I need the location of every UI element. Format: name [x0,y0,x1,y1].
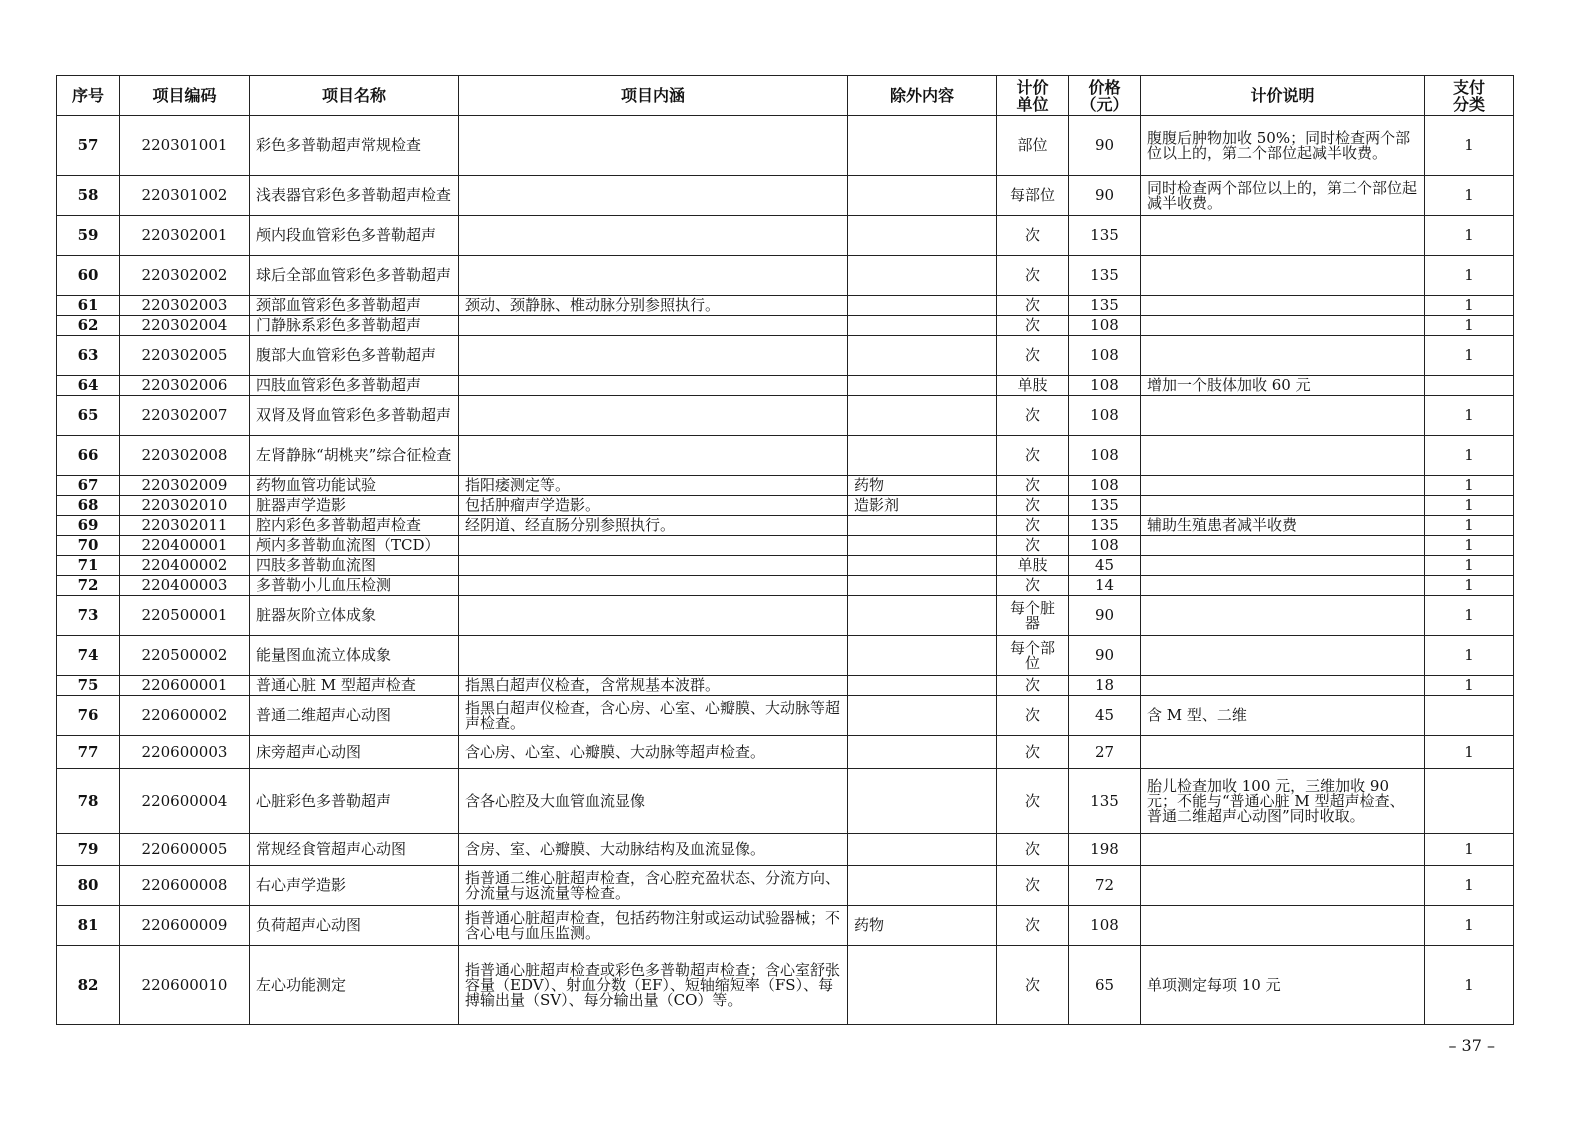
row-pay: 1 [1425,436,1514,476]
row-code: 220302010 [120,496,250,516]
table-row [57,436,1514,476]
row-unit: 次 [997,396,1069,436]
row-price: 27 [1069,736,1141,769]
row-unit: 每个脏器 [997,596,1069,636]
row-name: 脏器灰阶立体成象 [250,596,459,636]
table-row [57,516,1514,536]
header-seq: 序号 [57,76,120,116]
row-code: 220600009 [120,906,250,946]
row-content: 颈动、颈静脉、椎动脉分别参照执行。 [459,296,848,316]
row-content [459,216,848,256]
row-notes [1141,536,1425,556]
row-price: 90 [1069,636,1141,676]
row-pay: 1 [1425,116,1514,176]
row-unit: 次 [997,516,1069,536]
row-notes [1141,596,1425,636]
row-name: 多普勒小儿血压检测 [250,576,459,596]
row-content: 指普通心脏超声检查或彩色多普勒超声检查；含心室舒张容量（EDV）、射血分数（EF）、短轴缩短率（FS）、每搏输出量（SV）、每分输出量（CO）等。 [459,946,848,1025]
row-notes [1141,216,1425,256]
row-code: 220302007 [120,396,250,436]
row-pay: 1 [1425,496,1514,516]
row-notes: 含 M 型、二维 [1141,696,1425,736]
table-row [57,376,1514,396]
row-unit: 次 [997,696,1069,736]
table-row [57,116,1514,176]
row-number: 60 [57,256,120,296]
row-number: 72 [57,576,120,596]
row-price: 90 [1069,176,1141,216]
row-number: 80 [57,866,120,906]
row-code: 220302004 [120,316,250,336]
row-content [459,596,848,636]
row-name: 常规经食管超声心动图 [250,834,459,866]
row-content [459,316,848,336]
row-pay: 1 [1425,834,1514,866]
row-price: 45 [1069,696,1141,736]
row-code: 220400003 [120,576,250,596]
table-row [57,946,1514,1025]
row-notes [1141,296,1425,316]
row-notes: 同时检查两个部位以上的，第二个部位起减半收费。 [1141,176,1425,216]
row-content: 包括肿瘤声学造影。 [459,496,848,516]
row-number: 70 [57,536,120,556]
fee-table [56,75,1514,1025]
row-number: 64 [57,376,120,396]
row-content [459,396,848,436]
row-unit: 次 [997,576,1069,596]
row-number: 81 [57,906,120,946]
row-unit: 次 [997,676,1069,696]
header-row [57,76,1514,116]
row-unit: 次 [997,946,1069,1025]
row-notes [1141,834,1425,866]
header-name: 项目名称 [250,76,459,116]
table-row [57,576,1514,596]
row-pay: 1 [1425,676,1514,696]
row-excluded [848,866,997,906]
row-excluded [848,769,997,834]
row-unit: 次 [997,906,1069,946]
row-code: 220600002 [120,696,250,736]
table-row [57,216,1514,256]
row-unit: 每个部位 [997,636,1069,676]
row-excluded [848,176,997,216]
row-price: 135 [1069,496,1141,516]
row-price: 108 [1069,906,1141,946]
row-name: 能量图血流立体成象 [250,636,459,676]
row-price: 108 [1069,476,1141,496]
row-code: 220302009 [120,476,250,496]
row-content [459,256,848,296]
row-name: 普通心脏 M 型超声检查 [250,676,459,696]
table-row [57,636,1514,676]
row-excluded [848,536,997,556]
row-name: 左肾静脉“胡桃夹”综合征检查 [250,436,459,476]
row-excluded [848,216,997,256]
row-pay: 1 [1425,736,1514,769]
row-pay: 1 [1425,316,1514,336]
row-price: 135 [1069,516,1141,536]
row-unit: 次 [997,476,1069,496]
page-number: – 37 – [1448,1036,1495,1055]
row-price: 14 [1069,576,1141,596]
row-notes [1141,316,1425,336]
table-row [57,396,1514,436]
row-excluded [848,676,997,696]
row-price: 108 [1069,336,1141,376]
row-number: 66 [57,436,120,476]
row-name: 颅内多普勒血流图（TCD） [250,536,459,556]
row-content [459,436,848,476]
row-excluded [848,336,997,376]
row-number: 67 [57,476,120,496]
row-code: 220302003 [120,296,250,316]
row-content: 指黑白超声仪检查，含常规基本波群。 [459,676,848,696]
header-notes: 计价说明 [1141,76,1425,116]
row-excluded: 造影剂 [848,496,997,516]
row-name: 颅内段血管彩色多普勒超声 [250,216,459,256]
row-code: 220600001 [120,676,250,696]
row-excluded [848,296,997,316]
row-name: 四肢血管彩色多普勒超声 [250,376,459,396]
row-code: 220302002 [120,256,250,296]
row-code: 220600005 [120,834,250,866]
row-code: 220302011 [120,516,250,536]
row-code: 220302008 [120,436,250,476]
row-unit: 次 [997,216,1069,256]
row-code: 220600010 [120,946,250,1025]
row-notes: 腹腹后肿物加收 50%；同时检查两个部位以上的，第二个部位起减半收费。 [1141,116,1425,176]
row-content: 含房、室、心瓣膜、大动脉结构及血流显像。 [459,834,848,866]
row-price: 198 [1069,834,1141,866]
row-pay: 1 [1425,906,1514,946]
table-row [57,296,1514,316]
row-name: 四肢多普勒血流图 [250,556,459,576]
row-pay: 1 [1425,396,1514,436]
row-notes: 辅助生殖患者减半收费 [1141,516,1425,536]
row-content: 含心房、心室、心瓣膜、大动脉等超声检查。 [459,736,848,769]
row-content: 指普通二维心脏超声检查，含心腔充盈状态、分流方向、分流量与返流量等检查。 [459,866,848,906]
row-unit: 次 [997,336,1069,376]
table-row [57,536,1514,556]
row-number: 82 [57,946,120,1025]
row-pay: 1 [1425,216,1514,256]
row-excluded [848,556,997,576]
row-price: 135 [1069,296,1141,316]
row-notes [1141,336,1425,376]
row-pay: 1 [1425,296,1514,316]
row-notes [1141,576,1425,596]
row-excluded [848,516,997,536]
row-notes [1141,256,1425,296]
row-code: 220600008 [120,866,250,906]
row-name: 腹部大血管彩色多普勒超声 [250,336,459,376]
row-pay: 1 [1425,256,1514,296]
row-price: 18 [1069,676,1141,696]
row-code: 220500002 [120,636,250,676]
table-row [57,256,1514,296]
row-notes [1141,636,1425,676]
row-name: 门静脉系彩色多普勒超声 [250,316,459,336]
row-number: 75 [57,676,120,696]
table-row [57,906,1514,946]
row-name: 普通二维超声心动图 [250,696,459,736]
row-code: 220400002 [120,556,250,576]
row-name: 彩色多普勒超声常规检查 [250,116,459,176]
table-row [57,866,1514,906]
row-pay: 1 [1425,516,1514,536]
row-unit: 每部位 [997,176,1069,216]
row-price: 90 [1069,596,1141,636]
row-number: 58 [57,176,120,216]
row-unit: 次 [997,536,1069,556]
row-notes: 单项测定每项 10 元 [1141,946,1425,1025]
row-notes [1141,496,1425,516]
row-number: 78 [57,769,120,834]
row-price: 65 [1069,946,1141,1025]
row-code: 220302006 [120,376,250,396]
row-price: 135 [1069,769,1141,834]
row-unit: 次 [997,736,1069,769]
row-number: 61 [57,296,120,316]
row-number: 62 [57,316,120,336]
row-unit: 次 [997,296,1069,316]
row-excluded [848,436,997,476]
row-name: 颈部血管彩色多普勒超声 [250,296,459,316]
row-number: 57 [57,116,120,176]
table-row [57,476,1514,496]
row-notes [1141,736,1425,769]
row-pay [1425,696,1514,736]
table-row [57,736,1514,769]
row-name: 浅表器官彩色多普勒超声检查 [250,176,459,216]
row-pay: 1 [1425,476,1514,496]
row-price: 135 [1069,256,1141,296]
row-pay [1425,376,1514,396]
table-row [57,596,1514,636]
row-notes [1141,396,1425,436]
row-excluded [848,736,997,769]
row-code: 220302001 [120,216,250,256]
header-price: 价格 （元） [1069,76,1141,116]
row-notes: 胎儿检查加收 100 元，三维加收 90 元；不能与“普通心脏 M 型超声检查、普通二维超声心动图”同时收取。 [1141,769,1425,834]
row-excluded [848,834,997,866]
row-excluded: 药物 [848,906,997,946]
row-content [459,636,848,676]
header-content: 项目内涵 [459,76,848,116]
row-name: 球后全部血管彩色多普勒超声 [250,256,459,296]
row-number: 59 [57,216,120,256]
row-code: 220600004 [120,769,250,834]
row-content: 指黑白超声仪检查，含心房、心室、心瓣膜、大动脉等超声检查。 [459,696,848,736]
row-notes [1141,436,1425,476]
row-number: 74 [57,636,120,676]
row-excluded [848,576,997,596]
row-excluded [848,636,997,676]
row-notes [1141,906,1425,946]
row-pay: 1 [1425,866,1514,906]
header-code: 项目编码 [120,76,250,116]
row-code: 220400001 [120,536,250,556]
row-price: 108 [1069,436,1141,476]
header-pay: 支付 分类 [1425,76,1514,116]
row-excluded [848,376,997,396]
row-pay: 1 [1425,576,1514,596]
row-content: 经阴道、经直肠分别参照执行。 [459,516,848,536]
header-unit: 计价 单位 [997,76,1069,116]
row-pay: 1 [1425,946,1514,1025]
row-content [459,376,848,396]
row-name: 左心功能测定 [250,946,459,1025]
row-content [459,116,848,176]
row-price: 108 [1069,376,1141,396]
row-name: 右心声学造影 [250,866,459,906]
row-notes: 增加一个肢体加收 60 元 [1141,376,1425,396]
row-notes [1141,676,1425,696]
row-content [459,176,848,216]
table-row [57,316,1514,336]
row-unit: 次 [997,866,1069,906]
row-unit: 部位 [997,116,1069,176]
row-notes [1141,476,1425,496]
row-code: 220500001 [120,596,250,636]
row-pay: 1 [1425,176,1514,216]
table-row [57,556,1514,576]
row-pay: 1 [1425,556,1514,576]
row-unit: 次 [997,256,1069,296]
row-unit: 次 [997,769,1069,834]
row-number: 63 [57,336,120,376]
row-price: 108 [1069,316,1141,336]
row-content [459,556,848,576]
row-name: 药物血管功能试验 [250,476,459,496]
row-number: 77 [57,736,120,769]
row-content [459,336,848,376]
row-unit: 次 [997,496,1069,516]
row-name: 脏器声学造影 [250,496,459,516]
row-name: 双肾及肾血管彩色多普勒超声 [250,396,459,436]
table-row [57,676,1514,696]
row-unit: 单肢 [997,376,1069,396]
row-pay: 1 [1425,596,1514,636]
table-row [57,696,1514,736]
row-excluded [848,946,997,1025]
row-excluded: 药物 [848,476,997,496]
row-price: 135 [1069,216,1141,256]
row-notes [1141,556,1425,576]
row-number: 69 [57,516,120,536]
row-excluded [848,696,997,736]
row-code: 220301002 [120,176,250,216]
row-unit: 单肢 [997,556,1069,576]
row-name: 床旁超声心动图 [250,736,459,769]
row-price: 90 [1069,116,1141,176]
row-number: 68 [57,496,120,516]
row-price: 72 [1069,866,1141,906]
row-number: 71 [57,556,120,576]
row-pay: 1 [1425,336,1514,376]
row-name: 腔内彩色多普勒超声检查 [250,516,459,536]
row-number: 76 [57,696,120,736]
row-content: 指普通心脏超声检查，包括药物注射或运动试验器械；不含心电与血压监测。 [459,906,848,946]
row-excluded [848,596,997,636]
row-code: 220301001 [120,116,250,176]
row-number: 65 [57,396,120,436]
table-row [57,769,1514,834]
row-code: 220600003 [120,736,250,769]
row-number: 73 [57,596,120,636]
table-row [57,496,1514,516]
row-content [459,576,848,596]
row-name: 负荷超声心动图 [250,906,459,946]
row-notes [1141,866,1425,906]
row-unit: 次 [997,316,1069,336]
row-price: 108 [1069,536,1141,556]
table-row [57,336,1514,376]
row-number: 79 [57,834,120,866]
table-row [57,834,1514,866]
row-excluded [848,316,997,336]
row-content: 含各心腔及大血管血流显像 [459,769,848,834]
row-unit: 次 [997,436,1069,476]
row-pay: 1 [1425,636,1514,676]
row-pay [1425,769,1514,834]
header-excluded: 除外内容 [848,76,997,116]
row-name: 心脏彩色多普勒超声 [250,769,459,834]
row-code: 220302005 [120,336,250,376]
table-row [57,176,1514,216]
row-excluded [848,256,997,296]
row-unit: 次 [997,834,1069,866]
row-content: 指阳痿测定等。 [459,476,848,496]
row-excluded [848,116,997,176]
row-pay: 1 [1425,536,1514,556]
row-price: 108 [1069,396,1141,436]
row-price: 45 [1069,556,1141,576]
row-content [459,536,848,556]
row-excluded [848,396,997,436]
